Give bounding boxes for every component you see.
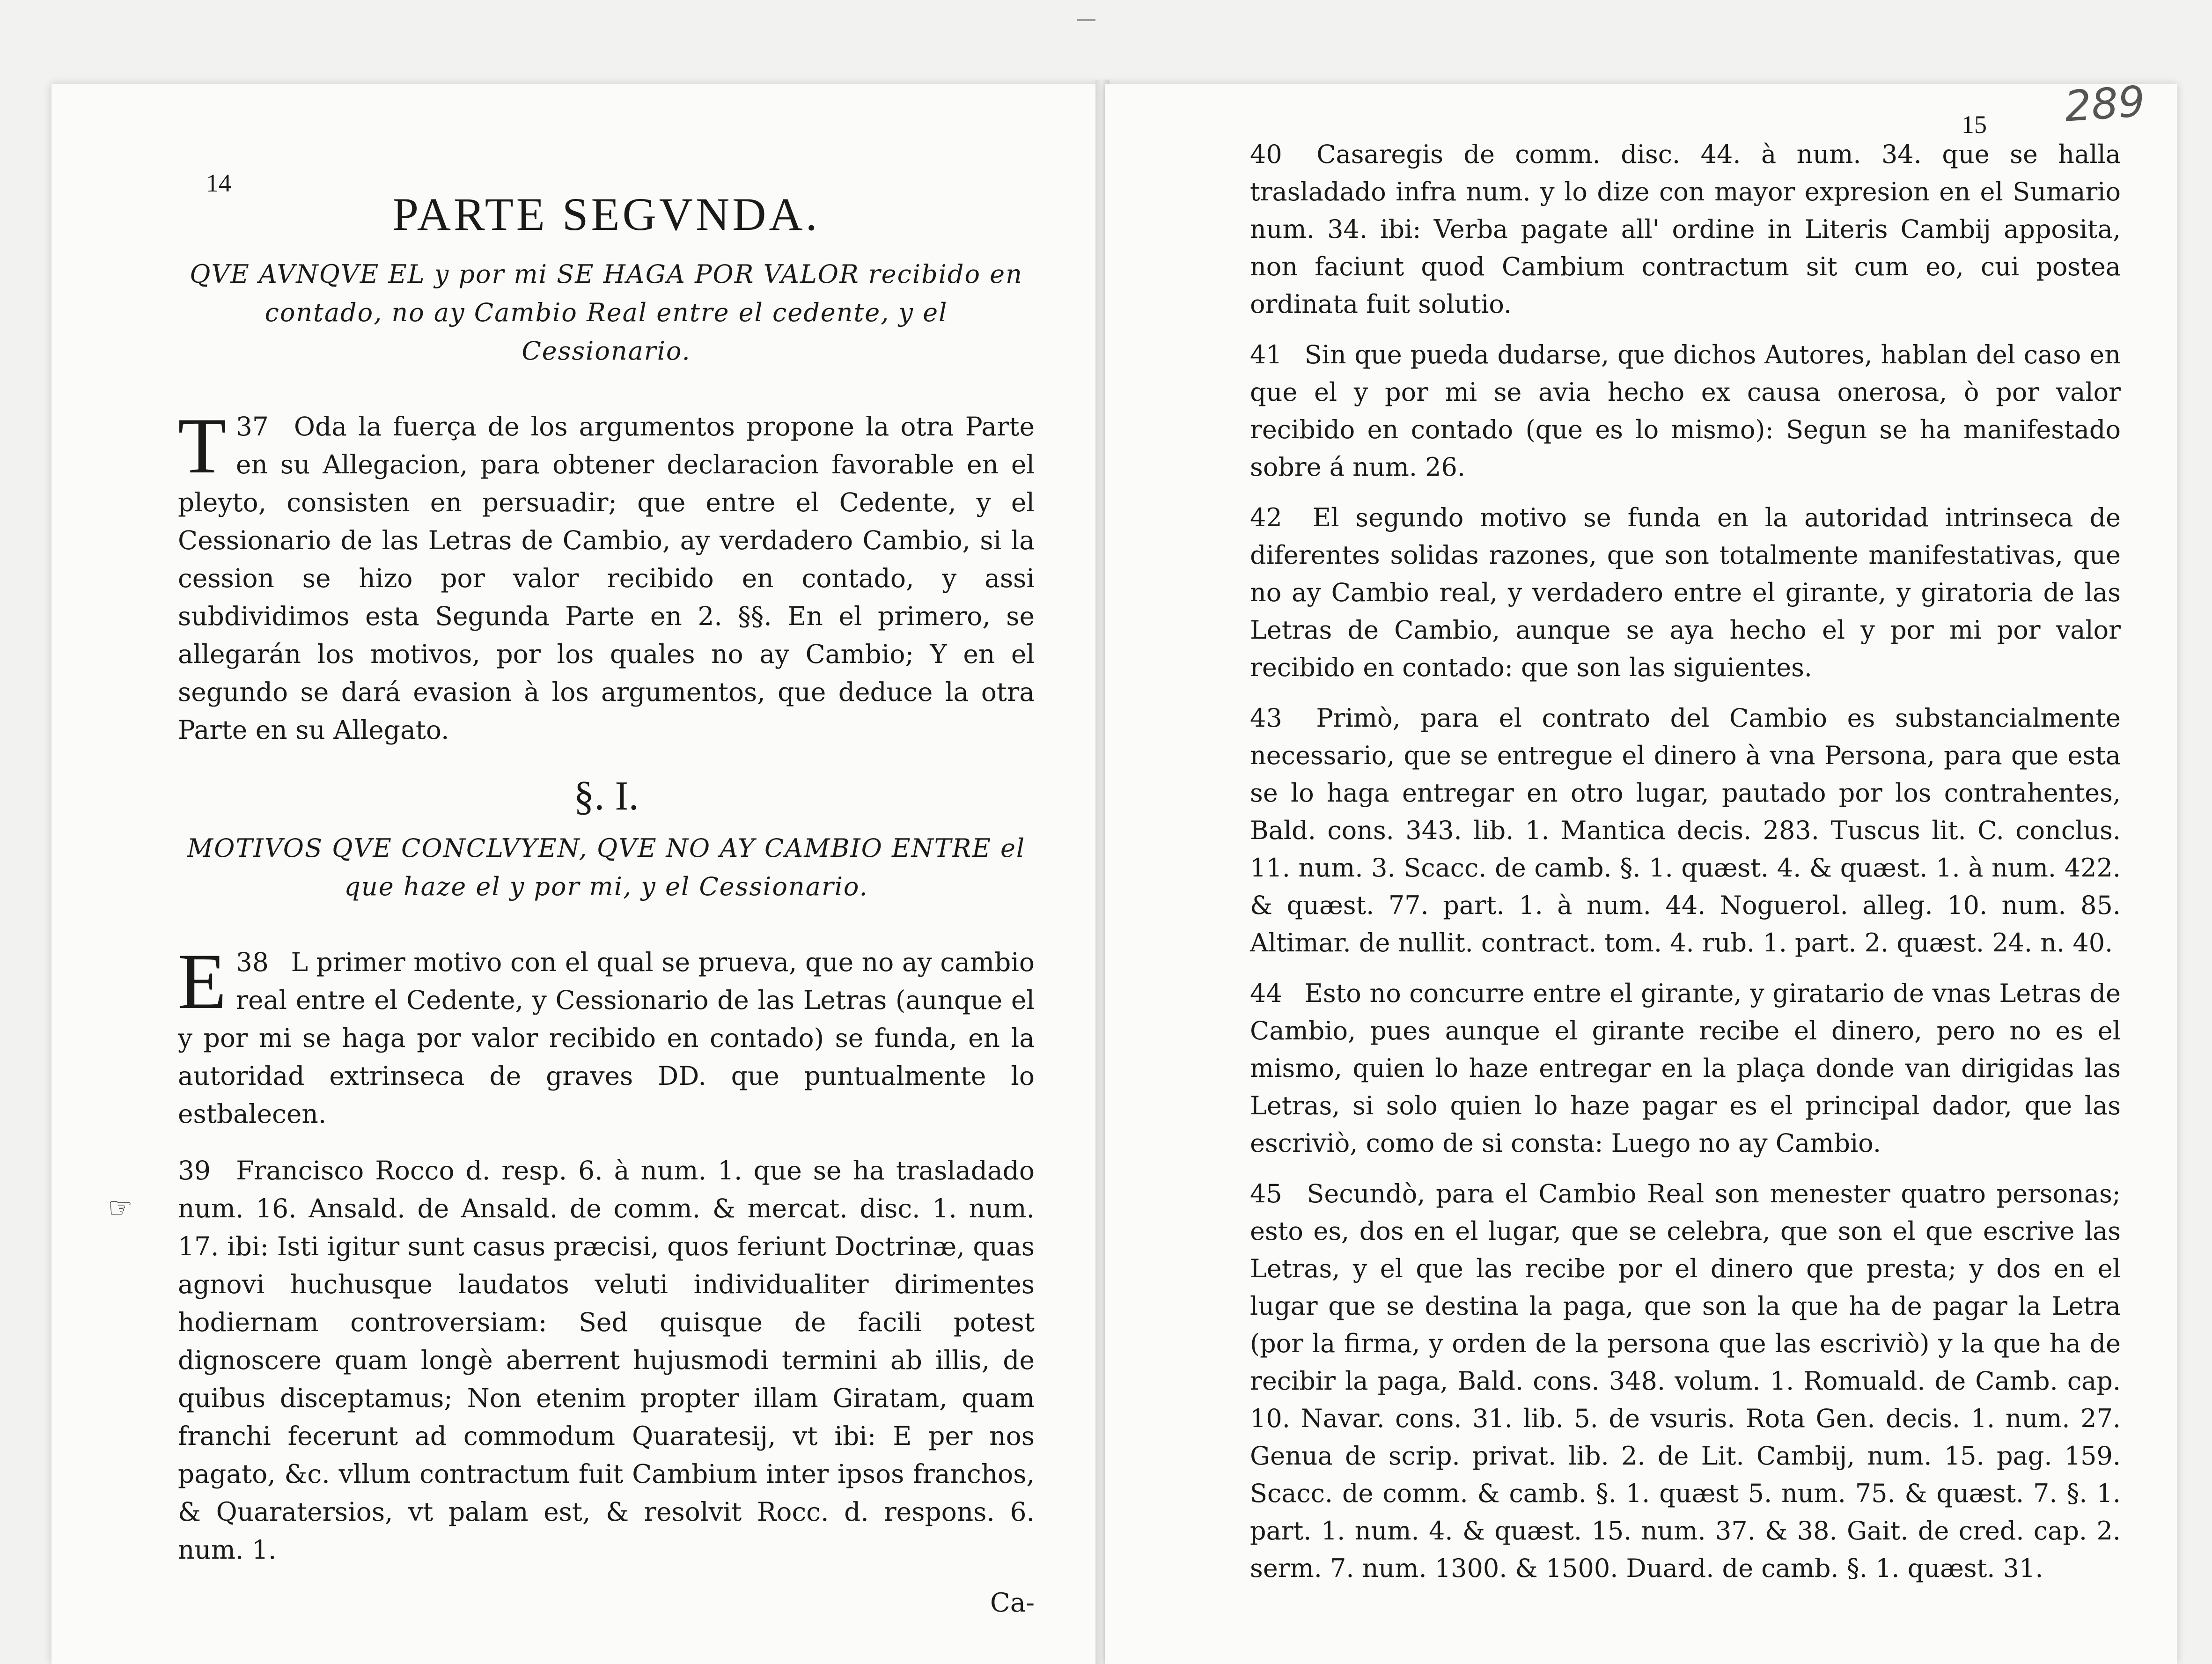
paragraph-42 — [1250, 499, 2121, 686]
paragraph-number: 40 — [1250, 140, 1282, 169]
paragraph-40 — [1250, 136, 2121, 323]
paragraph-text: Oda la fuerça de los argumentos propone la otra Parte en su Allegacion, para obtener declaracion favorable en el pleyto, consisten en persuadir; que entre el Cedente, y el Cessionario de las Letras de Cambio, ay verdadero Cambio, si la cession se hizo por valor recibido en contado, y assi subdividimos esta Segunda Parte en 2. §§. En el primero, se allegarán los motivos, por los quales no ay Cambio; Y en el segundo se dará evasion à los argumentos, que deduce la otra Parte en su Allegato. — [178, 412, 1035, 745]
paragraph-number: 41 — [1250, 340, 1282, 369]
paragraph-text: Sin que pueda dudarse, que dichos Autores, hablan del caso en que el y por mi se avia hecho ex causa onerosa, ò por valor recibido en contado (que es lo mismo): Segun se ha manifestado sobre á num. 26. — [1250, 340, 2121, 482]
paragraph-text: Casaregis de comm. disc. 44. à num. 34. que se halla trasladado infra num. y lo dize con mayor expresion en el Sumario num. 34. ibi: Verba pagate all' ordine in Literis Cambij apposita, non faciunt quod Cambium contractum sit cum eo, cui postea ordinata fuit solutio. — [1250, 140, 2121, 319]
page-number: 15 — [1962, 110, 1987, 139]
pointing-hand-icon: ☞ — [108, 1192, 133, 1224]
paragraph-37 — [178, 402, 1035, 749]
paragraph-number: 39 — [178, 1156, 211, 1185]
paragraph-41 — [1250, 336, 2121, 486]
paragraph-44 — [1250, 975, 2121, 1162]
section-title: §. I. — [573, 773, 639, 819]
left-page — [51, 84, 1100, 1664]
scan-mark — [1077, 19, 1095, 21]
paragraph-number: 43 — [1250, 703, 1282, 733]
paragraph-43 — [1250, 699, 2121, 962]
paragraph-number: 45 — [1250, 1179, 1282, 1208]
paragraph-38 — [178, 937, 1035, 1133]
handwritten-folio-number: 289 — [2063, 77, 2147, 132]
paragraph-number: 37 — [235, 412, 269, 442]
paragraph-45 — [1250, 1175, 2121, 1587]
paragraph-text: Esto no concurre entre el girante, y giratario de vnas Letras de Cambio, pues aunque el girante recibe el dinero, pero no es el mismo, quien lo haze entregar en la plaça donde van dirigidas las Letras, si solo quien lo haze pagar es el principal dador, que las escriviò, como de si consta: Luego no ay Cambio. — [1250, 979, 2121, 1158]
paragraph-number: 42 — [1250, 503, 1282, 532]
page-title: PARTE SEGVNDA. — [392, 188, 820, 240]
paragraph-39 — [108, 1152, 1035, 1569]
right-page-content — [1250, 136, 2121, 1600]
paragraph-text: L primer motivo con el qual se prueva, que no ay cambio real entre el Cedente, y Cessionario de las Letras (aunque el y por mi se haga por valor recibido en contado) se funda, en la autoridad extrinseca de graves DD. que puntualmente lo estbalecen. — [178, 947, 1035, 1129]
drop-cap: T — [178, 402, 227, 490]
paragraph-text: Francisco Rocco d. resp. 6. à num. 1. que se ha trasladado num. 16. Ansald. de Ansald. de comm. & mercat. disc. 1. num. 17. ibi: Isti igitur sunt casus præcisi, quos feriunt Doctrinæ, quas agnovi huchusque laudatos veluti individualiter dirimentes hodiernam controversiam: Sed quisque de facili potest dignoscere quam longè aberrent hujusmodi termini ab illis, de quibus disceptamus; Non etenim propter illam Giratam, quam franchi fecerunt ad commodum Quaratesij, vt ibi: E per nos pagato, &c. vllum contractum fuit Cambium inter ipsos franchos, & Quaratersios, vt palam est, & resolvit Rocc. d. respons. 6. num. 1. — [178, 1156, 1035, 1565]
drop-cap: E — [178, 937, 227, 1025]
page-subtitle: QVE AVNQVE EL y por mi SE HAGA POR VALOR recibido en contado, no ay Cambio Real entre el cedente, y el Cessionario. — [190, 259, 1023, 366]
right-page — [1105, 77, 2177, 1664]
left-page-content — [108, 155, 1035, 1618]
section-subtitle: MOTIVOS QVE CONCLVYEN, QVE NO AY CAMBIO ENTRE el que haze el y por mi, y el Cessionario. — [187, 833, 1026, 901]
page-number: 14 — [206, 169, 231, 197]
paragraph-text: Secundò, para el Cambio Real son menester quatro personas; esto es, dos en el lugar, que se celebra, que son el que escrive las Letras, y el que las recibe por el dinero que presta; y dos en el lugar que se destina la paga, que son la que ha de pagar la Letra (por la firma, y orden de la persona que las escriviò) y la que ha de recibir la paga, Bald. cons. 348. volum. 1. Romuald. de Camb. cap. 10. Navar. cons. 31. lib. 5. de vsuris. Rota Gen. decis. 1. num. 27. Genua de scrip. privat. lib. 2. de Lit. Cambij, num. 15. pag. 159. Scacc. de comm. & camb. §. 1. quæst 5. num. 75. & quæst. 7. §. 1. part. 1. num. 4. & quæst. 15. num. 37. & 38. Gait. de cred. cap. 2. serm. 7. num. 1300. & 1500. Duard. de camb. §. 1. quæst. 31. — [1250, 1179, 2121, 1583]
catchword: Ca- — [990, 1588, 1035, 1618]
paragraph-text: Primò, para el contrato del Cambio es substancialmente necessario, que se entregue el dinero à vna Persona, para que esta se lo haga entregar en otro lugar, pautado por los contrahentes, Bald. cons. 343. lib. 1. Mantica decis. 283. Tuscus lit. C. conclus. 11. num. 3. Scacc. de camb. §. 1. quæst. 4. & quæst. 1. à num. 422. & quæst. 77. part. 1. à num. 44. Noguerol. alleg. 10. num. 85. Altimar. de nullit. contract. tom. 4. rub. 1. part. 2. quæst. 24. n. 40. — [1250, 703, 2121, 957]
paragraph-text: El segundo motivo se funda en la autoridad intrinseca de diferentes solidas razones, que son totalmente manifestativas, que no ay Cambio real, y verdadero entre el girante, y giratoria de las Letras de Cambio, aunque se aya hecho el y por mi por valor recibido en contado: que son las siguientes. — [1250, 503, 2121, 682]
paragraph-number: 38 — [235, 947, 269, 977]
paragraph-number: 44 — [1250, 979, 1282, 1008]
